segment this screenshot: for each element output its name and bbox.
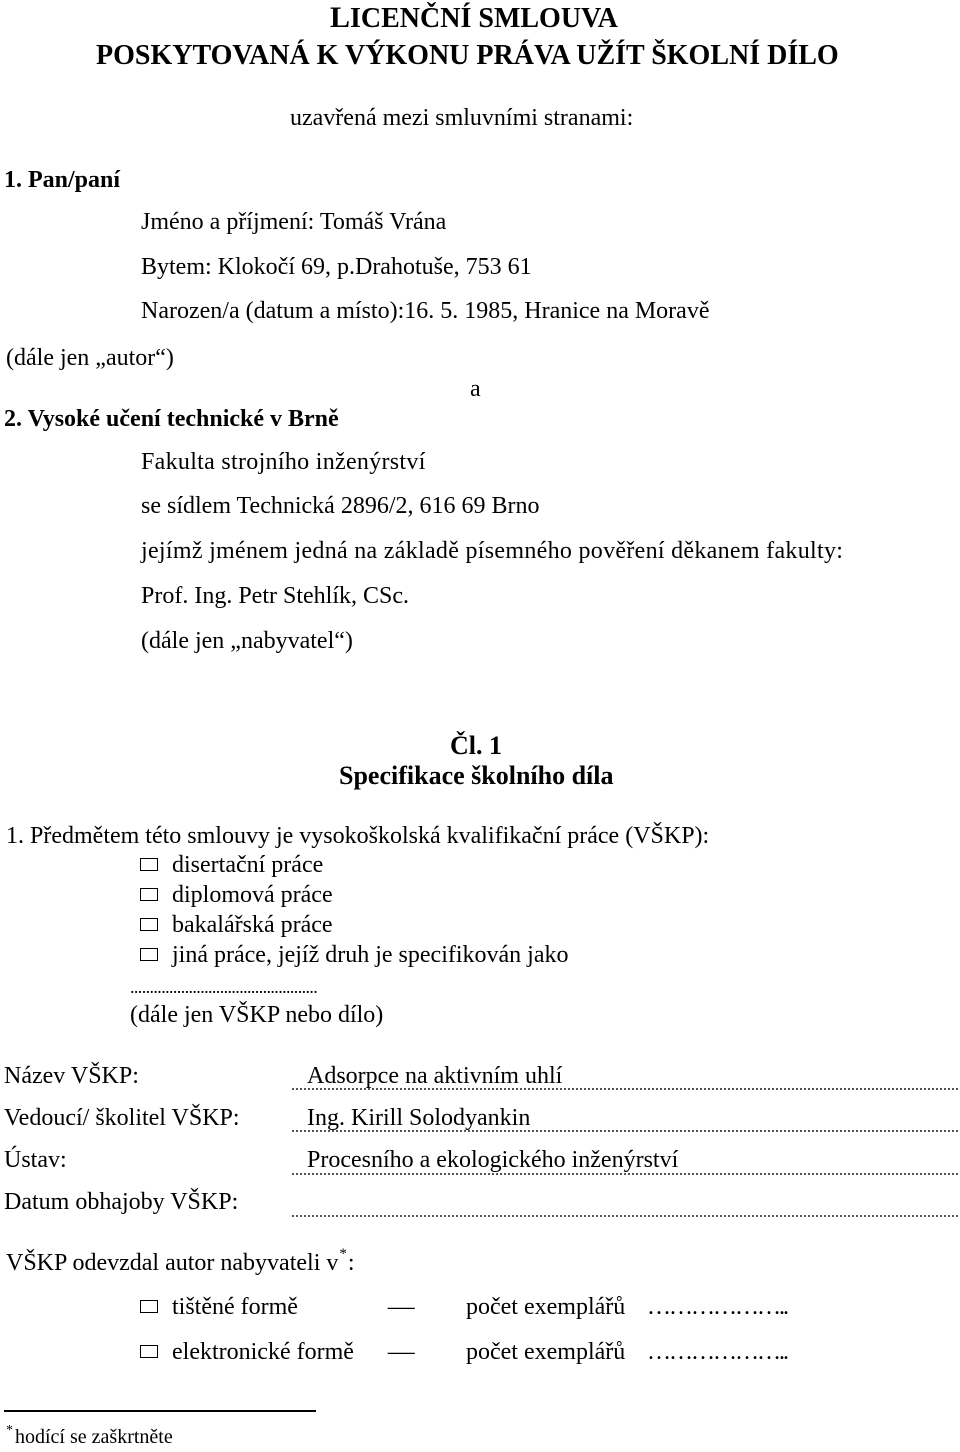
party2-faculty: Fakulta strojního inženýrství (141, 449, 426, 475)
footnote-mark: * (339, 1246, 347, 1262)
checkbox-icon[interactable] (140, 858, 158, 871)
party2-seat: se sídlem Technická 2896/2, 616 69 Brno (141, 493, 540, 519)
field-label-ustav: Ústav: (4, 1147, 67, 1173)
field-line (292, 1215, 958, 1217)
party2-heading: 2. Vysoké učení technické v Brně (4, 406, 339, 432)
checkbox-icon[interactable] (140, 888, 158, 901)
field-value-nazev[interactable]: Adsorpce na aktivním uhlí (307, 1063, 563, 1089)
party1-heading: 1. Pan/paní (4, 167, 121, 193)
footnote-separator (4, 1410, 316, 1412)
delivery-label: elektronické formě (172, 1339, 354, 1365)
delivery-count-dots[interactable]: ……………….. (647, 1339, 787, 1365)
option-diplomova[interactable] (140, 881, 333, 909)
party1-alias: (dále jen „autor“) (6, 345, 174, 371)
intro-text: uzavřená mezi smluvními stranami: (290, 105, 634, 131)
checkbox-icon[interactable] (140, 948, 158, 961)
field-line (292, 1173, 958, 1175)
field-line (292, 1130, 958, 1132)
field-line (292, 1088, 958, 1090)
delivery-count-label: počet exemplářů (466, 1339, 626, 1365)
party2-acting: jejímž jménem jedná na základě písemného pověření děkanem fakulty: (141, 538, 844, 564)
title-line-2: POSKYTOVANÁ K VÝKONU PRÁVA UŽÍT ŠKOLNÍ DÍLO (96, 40, 839, 71)
checkbox-icon[interactable] (140, 1300, 158, 1313)
checkbox-icon[interactable] (140, 1345, 158, 1358)
option-jina-dots[interactable]: ................................................ (130, 977, 318, 997)
party1-address: Bytem: Klokočí 69, p.Drahotuše, 753 61 (141, 254, 532, 280)
party2-alias: (dále jen „nabyvatel“) (141, 628, 353, 654)
delivery-dash: – (388, 1294, 415, 1320)
party1-name: Jméno a příjmení: Tomáš Vrána (141, 209, 447, 235)
party2-dean: Prof. Ing. Petr Stehlík, CSc. (141, 583, 409, 609)
field-value-vedouci[interactable]: Ing. Kirill Solodyankin (307, 1105, 531, 1131)
article-title: Specifikace školního díla (339, 761, 614, 790)
delivery-label: tištěné formě (172, 1294, 298, 1320)
delivery-count-label: počet exemplářů (466, 1294, 626, 1320)
option-label: diplomová práce (172, 882, 333, 908)
checkbox-icon[interactable] (140, 918, 158, 931)
field-label-nazev: Název VŠKP: (4, 1063, 139, 1089)
delivery-count-dots[interactable]: ……………….. (647, 1294, 787, 1320)
article-number: Čl. 1 (450, 731, 502, 760)
option-bakalarska[interactable] (140, 911, 333, 939)
delivery-row-electronic[interactable] (140, 1338, 354, 1366)
option-label: disertační práce (172, 852, 324, 878)
footnote-text: hodící se zaškrtněte (15, 1426, 173, 1448)
footnote-mark: * (6, 1423, 13, 1438)
subject-alias: (dále jen VŠKP nebo dílo) (130, 1002, 384, 1028)
title-line-1: LICENČNÍ SMLOUVA (330, 1, 618, 34)
option-label: jiná práce, jejíž druh je specifikován jako (172, 942, 569, 968)
subject-text: 1. Předmětem této smlouvy je vysokoškolská kvalifikační práce (VŠKP): (6, 823, 710, 849)
field-label-vedouci: Vedoucí/ školitel VŠKP: (4, 1105, 240, 1131)
delivery-text: VŠKP odevzdal autor nabyvateli v*: (6, 1246, 355, 1276)
delivery-dash: – (388, 1339, 415, 1365)
option-disertacni[interactable] (140, 851, 323, 879)
party1-born: Narozen/a (datum a místo):16. 5. 1985, Hranice na Moravě (141, 298, 710, 324)
field-label-datum: Datum obhajoby VŠKP: (4, 1189, 239, 1215)
delivery-row-printed[interactable] (140, 1293, 298, 1321)
field-value-ustav[interactable]: Procesního a ekologického inženýrství (307, 1147, 679, 1173)
option-jina[interactable] (140, 941, 569, 969)
option-label: bakalářská práce (172, 912, 333, 938)
conjunction: a (470, 376, 481, 402)
